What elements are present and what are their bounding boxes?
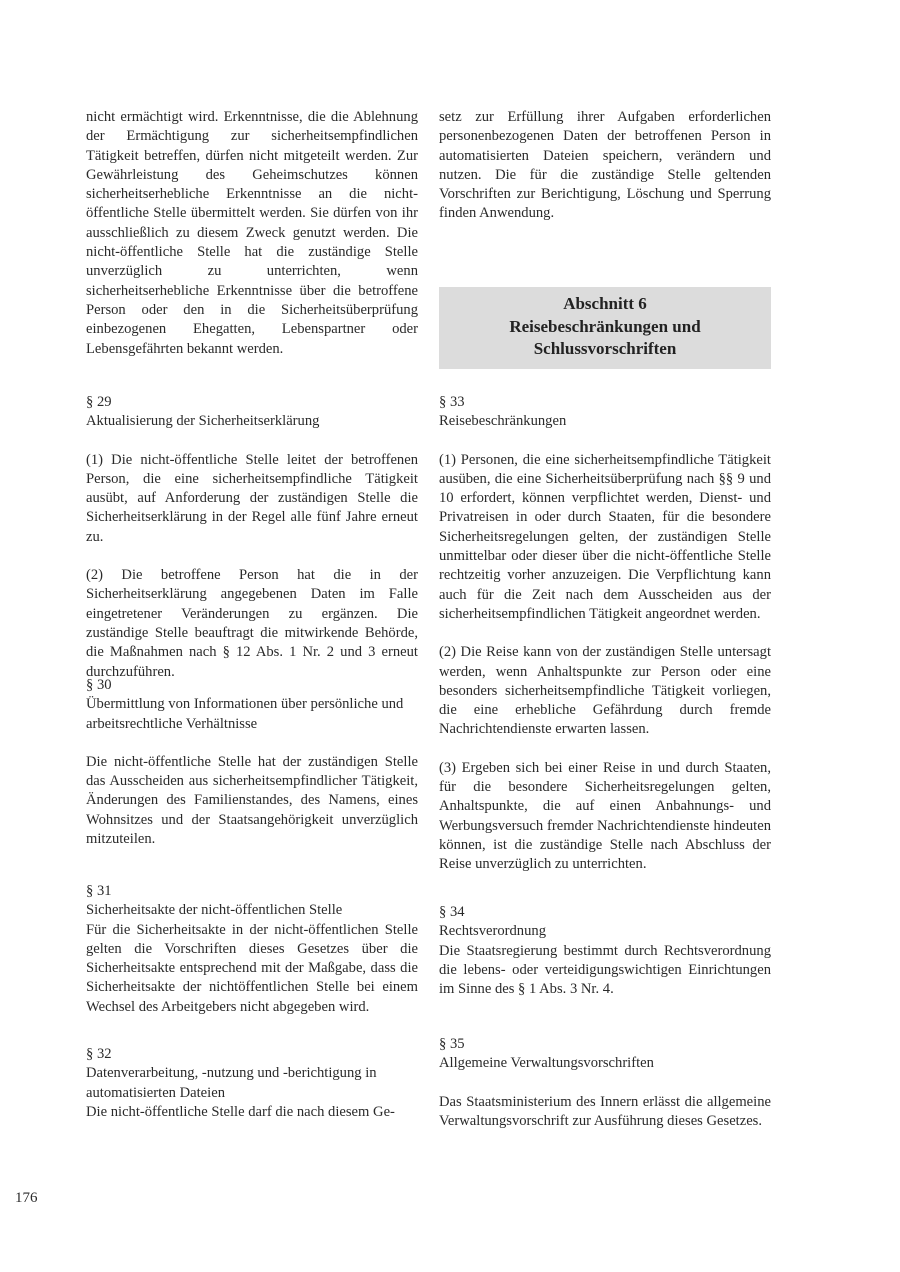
paragraph: (2) Die betroffene Person hat die in der Sicherheitserklärung angegebenen Daten im Falle eingetretener Veränderungen zu ergänzen. Die zuständige Stelle beauftragt die mitwirkende Behörde, die Maßnahmen nach § 12 Abs. 1 Nr. 2 und 3 erneut durchzuführen. xyxy=(86,567,418,680)
section-number: § 33 xyxy=(439,394,465,410)
section-title: Sicherheitsakte der nicht-öffentlichen Stelle xyxy=(86,902,343,919)
section-title: Übermittlung von Informationen über persönliche und arbeitsrechtliche Verhältnisse xyxy=(86,696,404,732)
paragraph: Das Staatsministerium des Innern erlässt die allgemeine Verwaltungsvorschrift zur Ausführung dieses Gesetzes. xyxy=(439,1093,771,1129)
section-number: § 35 xyxy=(439,1036,465,1052)
chapter-title-line: Reisebeschränkungen und xyxy=(509,316,701,336)
paragraph: (3) Ergeben sich bei einer Reise in und durch Staaten, für die besondere Sicherheitsregelungen gelten, Anhaltspunkte, die auf einen Anbahnungs- und Werbungsversuch fremder Nachrichtendienste hindeuten können, ist die zuständige Stelle nach Abschluss der Reise unverzüglich zu unterrichten. xyxy=(439,759,771,873)
paragraph: (1) Die nicht-öffentliche Stelle leitet der betroffenen Person, die eine sicherheitsempfindliche Tätigkeit ausübt, auf Anforderung der zuständigen Stelle die Sicherheitserklärung in der Regel alle fünf Jahre erneut zu. xyxy=(86,451,418,545)
paragraph: Die nicht-öffentliche Stelle darf die nach diesem Ge- xyxy=(86,1103,395,1120)
chapter-title-line: Schlussvorschriften xyxy=(533,339,677,358)
section-number: § 32 xyxy=(86,1046,112,1062)
section-number: § 30 xyxy=(86,677,112,693)
chapter-number: Abschnitt 6 xyxy=(563,294,647,313)
section-31 xyxy=(86,882,418,1017)
section-33 xyxy=(439,393,771,875)
section-34 xyxy=(439,903,771,999)
section-number: § 31 xyxy=(86,883,112,899)
section-title: Rechtsverordnung xyxy=(439,923,546,940)
chapter-heading-box xyxy=(439,287,771,369)
right-intro-paragraph: setz zur Erfüllung ihrer Aufgaben erforderlichen personenbezogenen Daten der betroffenen Person in automatisierten Dateien speichern, verändern und nutzen. Die für die zuständige Stelle geltenden Vorschriften zur Berichtigung, Löschung und Sperrung finden Anwendung. xyxy=(439,109,771,222)
section-title: Reisebeschränkungen xyxy=(439,413,567,430)
paragraph: Die Staatsregierung bestimmt durch Rechtsverordnung die lebens- oder verteidigungswichtigen Einrichtungen im Sinne des § 1 Abs. 3 Nr. 4. xyxy=(439,942,771,998)
section-title: Aktualisierung der Sicherheitserklärung xyxy=(86,413,320,430)
section-35 xyxy=(439,1035,771,1131)
section-title: Allgemeine Verwaltungsvorschriften xyxy=(439,1055,654,1072)
paragraph: (2) Die Reise kann von der zuständigen Stelle untersagt werden, wenn Anhaltspunkte zur Person oder eine besonders sicherheitsempfindliche Tätigkeit vorliegen, die eine erhebliche Gefährdung durch fremde Nachrichtendienste erwarten lassen. xyxy=(439,644,771,738)
section-30 xyxy=(86,676,418,849)
left-intro-paragraph: nicht ermächtigt wird. Erkenntnisse, die die Ablehnung der Ermächtigung zur sicherheitsempfindlichen Tätigkeit betreffen, dürfen nicht mitgeteilt werden. Zur Gewährleistung des Geheimschutzes können sicherheitserhebliche Erkenntnisse an die nicht-öffentliche Stelle übermittelt werden. Sie dürfen von ihr ausschließlich zu diesem Zweck genutzt werden. Die nicht-öffentliche Stelle hat die zuständige Stelle unverzüglich zu unterrichten, wenn sicherheitserhebliche Erkenntnisse über die betroffene Person oder den in die Sicherheitsüberprüfung einbezogenen Ehegatten, Lebenspartner oder Lebensgefährten bekannt werden. xyxy=(86,109,418,357)
section-29 xyxy=(86,393,418,682)
section-title: Datenverarbeitung, -nutzung und -berichtigung in automatisierten Dateien xyxy=(86,1065,377,1101)
section-number: § 34 xyxy=(439,904,465,920)
section-32 xyxy=(86,1045,418,1122)
paragraph: (1) Personen, die eine sicherheitsempfindliche Tätigkeit ausüben, die eine Sicherheitsüberprüfung nach §§ 9 und 10 erfordert, können verpflichtet werden, Dienst- und Privatreisen in oder durch Staaten, für die besondere Sicherheitsregelungen gelten, der zuständigen Stelle unmittelbar oder dieser über die nicht-öffentliche Stelle rechtzeitig vorher anzuzeigen. Die Verpflichtung kann auch für die Zeit nach dem Ausscheiden aus der sicherheitsempfindlichen Tätigkeit angeordnet werden. xyxy=(439,451,771,622)
page-number: 176 xyxy=(15,1190,38,1206)
paragraph: Die nicht-öffentliche Stelle hat der zuständigen Stelle das Ausscheiden aus sicherheitsempfindlicher Tätigkeit, Änderungen des Familienstandes, des Namens, eines Wohnsitzes und der Staatsangehörigkeit unverzüglich mitzuteilen. xyxy=(86,753,418,848)
paragraph: Für die Sicherheitsakte in der nicht-öffentlichen Stelle gelten die Vorschriften dieses Gesetzes über die Sicherheitsakte entsprechend mit der Maßgabe, dass die Sicherheitsakte der nichtöffentlichen Stelle bei einem Wechsel des Arbeitgebers nicht abgegeben wird. xyxy=(86,921,418,1015)
section-number: § 29 xyxy=(86,394,112,410)
